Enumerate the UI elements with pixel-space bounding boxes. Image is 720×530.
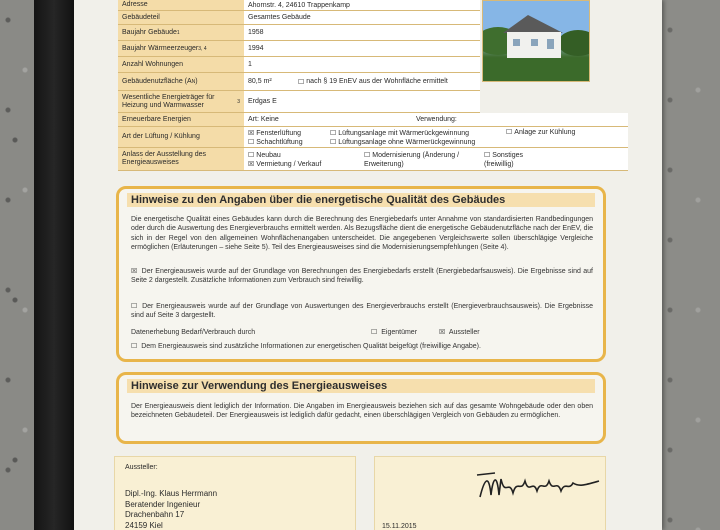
label-gebaeudeteil: Gebäudeteil <box>118 11 244 25</box>
label-lueftung: Art der Lüftung / Kühlung <box>118 127 244 148</box>
house-image <box>483 1 589 81</box>
value-erneuerbare: Art: Keine <box>244 113 412 127</box>
option-modernisierung[interactable] <box>364 151 464 169</box>
option-sonstiges[interactable] <box>484 151 554 169</box>
option-zusatzinfo[interactable] <box>131 342 593 351</box>
option-label: Eigentümer <box>381 329 418 336</box>
aussteller-name: Dipl.-Ing. Klaus Herrmann <box>125 489 218 498</box>
option-energieverbrauch[interactable] <box>131 302 593 321</box>
label-anzahl-wohnungen: Anzahl Wohnungen <box>118 57 244 73</box>
checkbox-checked-icon: ☒ <box>248 129 255 137</box>
aussteller-city: 24159 Kiel <box>125 520 163 530</box>
checkbox-empty-icon: ☐ <box>484 151 491 159</box>
option-eigentuemer[interactable] <box>371 328 417 337</box>
row-nutzflaeche <box>118 73 480 91</box>
section-hinweise-angaben <box>116 186 606 362</box>
label-anlass: Anlass der Ausstellung des Energieausweises <box>118 148 244 171</box>
section-title: Hinweise zu den Angaben über die energetische Qualität des Gebäudes <box>127 193 595 207</box>
label-baujahr-gebaeude-text: Baujahr Gebäude <box>122 28 177 36</box>
option-label: Modernisierung (Änderung / Erweiterung) <box>364 152 460 168</box>
label-nutzflaeche-text: Gebäudenutzfläche (A <box>122 77 192 85</box>
row-baujahr-waerme <box>118 41 480 57</box>
intro-paragraph: Die energetische Qualität eines Gebäudes kann durch die Berechnung des Energiebedarfs unter Annahme von standardisierten Randbedingungen oder durch die Auswertung des Energieverbrauchs ermittelt werden. Als Bezugsfläche dient die energetische Gebäudenutzfläche nach der EnEV, die sich in der Regel von den allgemeinen Wohnflächenangaben unterscheidet. Die angegebenen Vergleichswerte sollen überschlägige Vergleiche ermöglichen (Erläuterungen – siehe Seite 5). Teil des Energieausweises sind die Modernisierungsempfehlungen (Seite 4). <box>131 216 593 252</box>
label-adresse: Adresse <box>118 0 244 11</box>
label-energietraeger-text: Wesentliche Energieträger für Heizung und Warmwasser <box>122 93 215 109</box>
value-energietraeger: Erdgas E <box>244 91 480 113</box>
row-adresse <box>118 0 480 11</box>
value-anzahl-wohnungen: 1 <box>244 57 480 73</box>
section-hinweise-verwendung <box>116 372 606 444</box>
option-label: Lüftungsanlage ohne Wärmerückgewinnung <box>338 139 476 146</box>
checkbox-checked-icon: ☒ <box>439 328 446 336</box>
option-aussteller[interactable] <box>439 328 480 337</box>
option-label: Neubau <box>256 152 281 159</box>
footnote-marker: 1 <box>176 29 180 36</box>
checkbox-empty-icon: ☐ <box>330 129 337 137</box>
option-zusatzinfo-text: Dem Energieausweis sind zusätzliche Informationen zur energetischen Qualität beigefügt (freiwillige Angabe). <box>141 343 481 350</box>
footnote-marker: 3, 4 <box>198 45 207 52</box>
label-nutzflaeche <box>118 73 244 91</box>
option-schachtlueftung[interactable] <box>248 138 303 146</box>
value-verwendung: Verwendung: <box>412 113 628 127</box>
row-gebaeudeteil <box>118 11 480 25</box>
row-anlass <box>118 148 628 171</box>
signature-icon <box>475 467 605 507</box>
option-label: Schachtlüftung <box>256 139 303 146</box>
value-baujahr-gebaeude: 1958 <box>244 25 480 41</box>
option-label: Aussteller <box>448 329 480 336</box>
option-energiebedarf-text: Der Energieausweis wurde auf der Grundlage von Berechnungen des Energiebedarfs erstellt (Energiebedarfsausweis). Die Ergebnisse sind auf Seite 2 dargestellt. Zusätzliche Informationen zum Verbrauch sind freiwillig. <box>131 268 593 285</box>
building-photo <box>482 0 590 82</box>
row-erneuerbare <box>118 113 628 127</box>
aussteller-street: Drachenbahn 17 <box>125 510 185 519</box>
option-vermietung-verkauf[interactable] <box>248 160 321 168</box>
lueftung-options <box>244 127 628 148</box>
checkbox-empty-icon: ☐ <box>364 151 371 159</box>
option-energiebedarf[interactable] <box>131 267 593 286</box>
row-energietraeger <box>118 91 480 113</box>
checkbox-nutzflaeche-label: nach § 19 EnEV aus der Wohnfläche ermittelt <box>306 78 448 85</box>
option-label: Fensterlüftung <box>256 130 302 137</box>
row-baujahr-gebaeude <box>118 25 480 41</box>
checkbox-checked-icon: ☒ <box>248 160 255 168</box>
section-title: Hinweise zur Verwendung des Energieausweises <box>127 379 595 393</box>
option-energieverbrauch-text: Der Energieausweis wurde auf der Grundlage von Auswertungen des Energieverbrauchs erstellt (Energieverbrauchsausweis). Die Ergebnisse sind auf Seite 3 dargestellt. <box>131 303 593 320</box>
option-label: Anlage zur Kühlung <box>514 129 576 136</box>
label-erneuerbare: Erneuerbare Energien <box>118 113 244 127</box>
binder-spine <box>34 0 74 530</box>
signature-date: 15.11.2015 <box>382 523 417 530</box>
value-nutzflaeche: 80,5 m² <box>244 73 294 91</box>
option-ohne-waermerueckgewinnung[interactable] <box>330 138 475 146</box>
option-neubau[interactable] <box>248 151 281 159</box>
aussteller-label: Aussteller: <box>125 464 158 471</box>
checkbox-checked-icon: ☒ <box>131 267 138 275</box>
value-baujahr-waerme: 1994 <box>244 41 480 57</box>
value-adresse: Ahornstr. 4, 24610 Trappenkamp <box>244 0 480 11</box>
checkbox-nutzflaeche-ermittelt[interactable] <box>294 73 480 91</box>
option-mit-waermerueckgewinnung[interactable] <box>330 129 469 137</box>
checkbox-empty-icon: ☐ <box>506 128 513 136</box>
option-fensterlueftung[interactable] <box>248 129 301 137</box>
checkbox-empty-icon: ☐ <box>330 138 337 146</box>
signature-panel <box>374 456 606 530</box>
option-label: Vermietung / Verkauf <box>256 161 322 168</box>
energieausweis-page <box>74 0 662 530</box>
aussteller-title: Beratender Ingenieur <box>125 499 201 509</box>
label-baujahr-waerme-text: Baujahr Wärmeerzeuger <box>122 44 199 52</box>
background-right <box>658 0 720 530</box>
checkbox-empty-icon: ☐ <box>298 77 305 86</box>
row-anzahl-wohnungen <box>118 57 480 73</box>
label-energietraeger <box>118 91 244 113</box>
option-label: Lüftungsanlage mit Wärmerückgewinnung <box>338 130 470 137</box>
footnote-marker: 3 <box>237 98 240 105</box>
verwendung-paragraph: Der Energieausweis dient lediglich der Information. Die Angaben im Energieausweis beziehen sich auf das gesamte Wohngebäude oder den oben bezeichneten Gebäudeteil. Der Energieausweis ist lediglich dafür gedacht, einen überschlägigen Vergleich von Gebäuden zu ermöglichen. <box>131 403 593 420</box>
subscript-n: N <box>191 78 196 85</box>
checkbox-empty-icon: ☐ <box>131 302 138 310</box>
checkbox-empty-icon: ☐ <box>248 151 255 159</box>
aussteller-address <box>125 489 217 530</box>
value-gebaeudeteil: Gesamtes Gebäude <box>244 11 480 25</box>
label-baujahr-gebaeude <box>118 25 244 41</box>
row-lueftung <box>118 127 628 148</box>
label-baujahr-waerme <box>118 41 244 57</box>
option-kuehlung[interactable] <box>506 128 576 137</box>
checkbox-empty-icon: ☐ <box>248 138 255 146</box>
checkbox-empty-icon: ☐ <box>371 328 378 336</box>
checkbox-empty-icon: ☐ <box>131 342 138 350</box>
aussteller-panel <box>114 456 356 530</box>
label-nutzflaeche-close: ) <box>195 77 198 85</box>
datenerhebung-label: Datenerhebung Bedarf/Verbrauch durch <box>131 329 256 336</box>
anlass-options <box>244 148 628 171</box>
option-label: Sonstiges (freiwillig) <box>484 152 524 168</box>
